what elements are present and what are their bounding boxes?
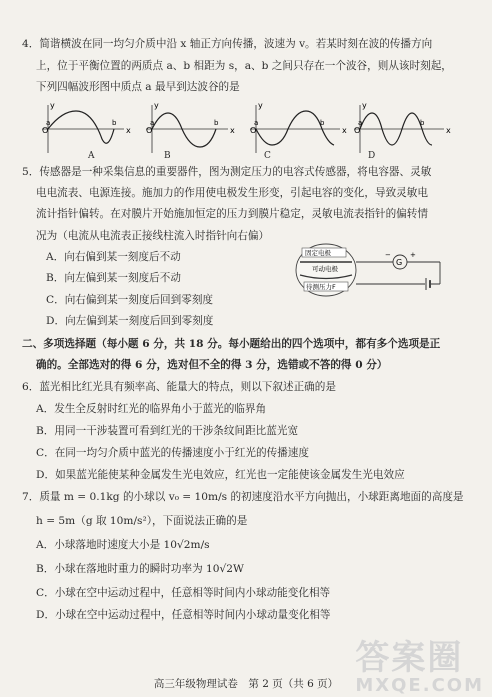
axis-origin-label: O: [354, 126, 361, 135]
q5-option-b: B．向左偏到某一刻度后不动: [46, 272, 181, 284]
q4-line-2: 上，位于平衡位置的两质点 a、b 相距为 s，a、b 之间只存在一个波谷，则从该时刻起，: [36, 60, 452, 72]
galvanometer-label: G: [396, 258, 403, 267]
waveform-c: [250, 101, 347, 153]
q4-line-3: 下列四幅波形图中质点 a 最早到达波谷的是: [36, 81, 240, 93]
point-b-label: b: [112, 119, 117, 127]
page-footer: 高三年级物理试卷 第 2 页（共 6 页）: [153, 678, 339, 690]
axis-y-label: y: [258, 101, 263, 110]
axis-y-label: y: [50, 101, 55, 110]
point-b-label: b: [420, 119, 425, 127]
q5-line-4: 况为（电流从电流表正接线柱流入时指针向右偏）: [36, 230, 270, 242]
capacitive-sensor-figure: [290, 240, 450, 302]
pressure-label: 待测压力F: [306, 283, 336, 291]
q6-line-1: 6．蓝光相比红光具有频率高、能量大的特点，则以下叙述正确的是: [22, 381, 336, 393]
axis-origin-label: O: [42, 126, 49, 135]
watermark-site: MXQE.COM: [355, 675, 484, 696]
q5-option-a: A．向右偏到某一刻度后不动: [46, 251, 181, 263]
point-a-label: a: [46, 119, 51, 127]
point-a-label: a: [358, 119, 363, 127]
q7-line-1: 7．质量 m = 0.1kg 的小球以 v₀ = 10m/s 的初速度沿水平方向抛出，小球距离地面的高度是: [22, 491, 464, 503]
point-a-label: a: [254, 119, 259, 127]
q7-option-c: C．小球在空中运动过程中，任意相等时间内小球动能变化相等: [36, 587, 331, 599]
q5-line-2: 电电流表、电源连接。施加力的作用使电极发生形变，引起电容的变化，导致灵敏电: [36, 187, 428, 199]
q5-line-1: 5．传感器是一种采集信息的重要器件，图为测定压力的电容式传感器，将电容器、灵敏: [22, 166, 432, 178]
q6-option-a: A．发生全反射时红光的临界角小于蓝光的临界角: [36, 403, 267, 415]
point-a-label: a: [150, 119, 155, 127]
axis-y-label: y: [154, 101, 159, 110]
axis-origin-label: O: [250, 126, 257, 135]
waveform-d: [354, 101, 451, 153]
section-2-line-1: 二、多项选择题（每小题 6 分，共 18 分。每小题给出的四个选项中，都有多个选项是正: [22, 338, 441, 350]
q7-option-d: D．小球在空中运动过程中，任意相等时间内小球动量变化相等: [36, 609, 331, 621]
waveform-b: [146, 101, 235, 153]
q4-line-1: 4．简谐横波在同一均匀介质中沿 x 轴正方向传播，波速为 v。若某时刻在波的传播方向: [22, 38, 433, 50]
q6-option-d: D．如果蓝光能使某种金属发生光电效应，红光也一定能使该金属发生光电效应: [36, 469, 405, 481]
q4-option-c: C: [264, 151, 271, 161]
q6-option-c: C．在同一均匀介质中蓝光的传播速度小于红光的传播速度: [36, 447, 309, 459]
fixed-electrode-label: 固定电极: [305, 249, 331, 257]
q4-option-d: D: [368, 151, 376, 161]
q7-option-b: B．小球在落地时重力的瞬时功率为 10√2W: [36, 563, 244, 575]
q7-option-a: A．小球落地时速度大小是 10√2m/s: [36, 539, 210, 551]
q4-option-a: A: [88, 151, 95, 161]
point-b-label: b: [320, 119, 325, 127]
axis-x-label: x: [126, 126, 131, 135]
waveform-a: [42, 101, 131, 153]
q6-option-b: B．用同一干涉装置可看到红光的干涉条纹间距比蓝光宽: [36, 425, 299, 437]
q7-line-2: h = 5m（g 取 10m/s²），下面说法正确的是: [36, 515, 248, 527]
axis-x-label: x: [230, 126, 235, 135]
axis-y-label: y: [362, 101, 367, 110]
section-2-line-2: 确的。全部选对的得 6 分，选对但不全的得 3 分，选错或不答的得 0 分）: [36, 359, 388, 371]
q5-line-3: 流计指针偏转。在对膜片开始施加恒定的压力到膜片稳定，灵敏电流表指针的偏转情: [36, 208, 428, 220]
point-b-label: b: [214, 119, 219, 127]
svg-text:−: −: [385, 251, 391, 259]
q5-option-d: D．向左偏到某一刻度后回到零刻度: [46, 315, 214, 327]
axis-x-label: x: [342, 126, 347, 135]
q5-option-c: C．向右偏到某一刻度后回到零刻度: [46, 294, 214, 306]
svg-text:+: +: [410, 251, 416, 259]
movable-electrode-label: 可动电极: [312, 265, 338, 273]
watermark-title: 答案圈: [355, 638, 464, 678]
axis-origin-label: O: [146, 126, 153, 135]
q4-option-b: B: [164, 151, 171, 161]
q4-waveform-diagrams: [34, 101, 454, 161]
axis-x-label: x: [446, 126, 451, 135]
